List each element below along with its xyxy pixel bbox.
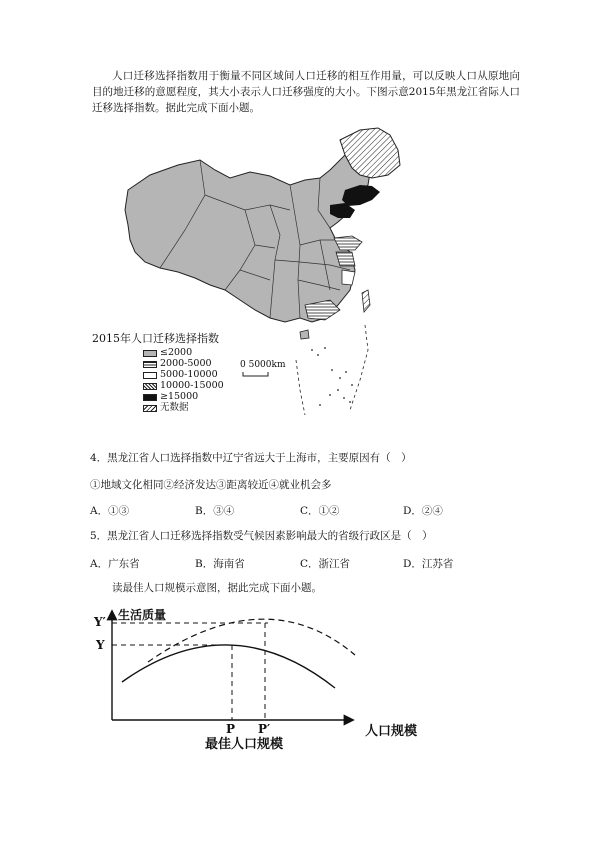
p-label: P	[226, 722, 236, 736]
q4-option-c[interactable]: C．①②	[300, 505, 340, 517]
legend-item: 5000-10000	[143, 370, 218, 380]
y-axis-label: 生活质量	[118, 608, 167, 622]
legend-item: 无数据	[143, 403, 189, 413]
y-label: Y	[96, 638, 105, 652]
intro-paragraph: 人口迁移选择指数用于衡量不同区域间人口迁移的相互作用量，可以反映人口从原地向目的地迁移的意愿程度，其大小表示人口迁移强度的大小。下图示意2015年黑龙江省际人口迁移选择指数。据此完成下面小题。	[92, 70, 520, 114]
legend-title: 2015年人口迁移选择指数	[92, 332, 219, 345]
x-axis-label: 人口规模	[365, 724, 418, 739]
legend-item: ≤2000	[143, 348, 192, 358]
improved-quality-curve	[148, 619, 355, 662]
legend-item: ≥15000	[143, 392, 198, 402]
q5-option-c[interactable]: C．浙江省	[300, 558, 351, 570]
q4-option-a[interactable]: A．①③	[90, 505, 130, 517]
question-4-stem: 4．黑龙江省人口选择指数中辽宁省远大于上海市，主要原因有（ ）	[90, 452, 412, 464]
q5-option-b[interactable]: B．海南省	[195, 558, 245, 570]
q5-option-a[interactable]: A．广东省	[90, 558, 140, 570]
q4-option-b[interactable]: B．③④	[195, 505, 235, 517]
question-4-items: ①地域文化相同②经济发达③距离较近④就业机会多	[90, 479, 332, 491]
q4-option-d[interactable]: D．②④	[403, 505, 443, 517]
legend-item: 2000-5000	[143, 359, 212, 369]
scale-label: 0 5000km	[240, 360, 286, 370]
p-prime-label: P′	[258, 722, 271, 736]
y-prime-label: Y′	[94, 615, 106, 629]
current-quality-curve	[122, 645, 335, 688]
graph-intro: 读最佳人口规模示意图，据此完成下面小题。	[112, 582, 322, 594]
question-5-stem: 5．黑龙江省人口迁移选择指数受气候因素影响最大的省级行政区是（ ）	[90, 530, 433, 542]
legend-item: 10000-15000	[143, 381, 224, 391]
graph-caption: 最佳人口规模	[205, 737, 284, 752]
q5-option-d[interactable]: D．江苏省	[403, 558, 454, 570]
